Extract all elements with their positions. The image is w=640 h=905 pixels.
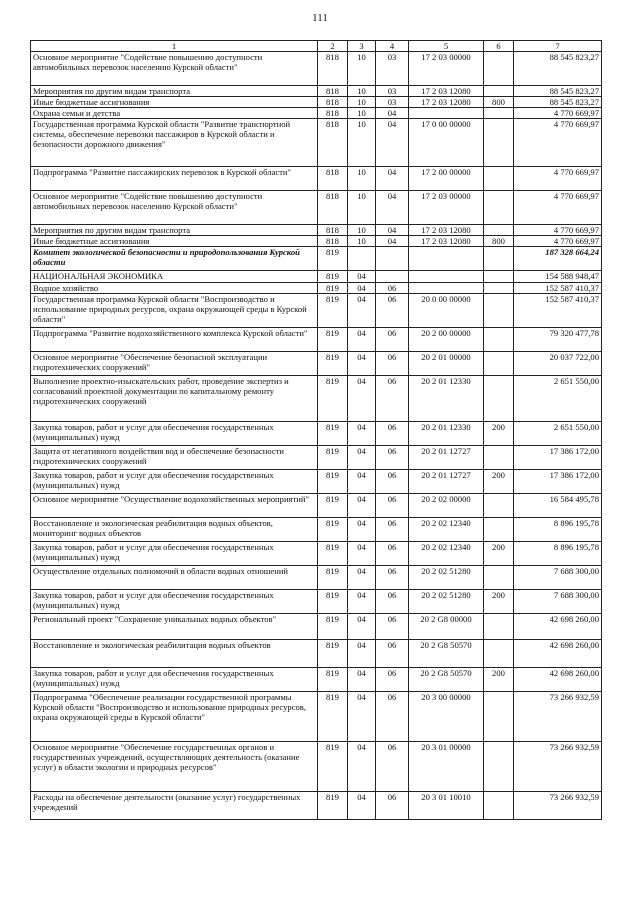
row-target-article-code: 20 2 02 12340 — [409, 518, 484, 542]
row-target-article-code: 20 2 01 12727 — [409, 470, 484, 494]
table-row — [31, 614, 602, 640]
row-expense-type-code — [484, 247, 514, 271]
row-expense-type-code — [484, 692, 514, 742]
row-subsection-code: 06 — [376, 566, 409, 590]
row-target-article-code: 20 2 02 00000 — [409, 494, 484, 518]
row-amount: 88 545 823,27 — [514, 52, 602, 86]
column-number-row — [31, 41, 602, 52]
row-section-code: 10 — [348, 191, 376, 225]
row-target-article-code: 20 2 G8 50570 — [409, 668, 484, 692]
table-row — [31, 167, 602, 191]
row-name: Подпрограмма "Развитие пассажирских перевозок в Курской области" — [31, 167, 318, 191]
row-target-article-code: 20 2 G8 00000 — [409, 614, 484, 640]
row-target-article-code: 20 2 02 51280 — [409, 590, 484, 614]
row-section-code: 04 — [348, 542, 376, 566]
row-amount: 73 266 932,59 — [514, 792, 602, 820]
row-name: Основное мероприятие "Содействие повышению доступности автомобильных перевозок населению Курской области" — [31, 52, 318, 86]
row-department-code: 819 — [318, 692, 348, 742]
row-expense-type-code — [484, 518, 514, 542]
row-amount: 4 770 669,97 — [514, 108, 602, 119]
row-subsection-code: 06 — [376, 446, 409, 470]
table-row — [31, 692, 602, 742]
table-row — [31, 86, 602, 97]
row-subsection-code: 06 — [376, 542, 409, 566]
row-section-code: 04 — [348, 518, 376, 542]
row-section-code: 10 — [348, 86, 376, 97]
row-subsection-code: 06 — [376, 294, 409, 328]
row-section-code: 04 — [348, 614, 376, 640]
row-department-code: 818 — [318, 52, 348, 86]
row-expense-type-code — [484, 446, 514, 470]
row-amount: 187 328 664,24 — [514, 247, 602, 271]
row-name: Региональный проект "Сохранение уникальных водных объектов" — [31, 614, 318, 640]
column-header: 5 — [409, 41, 484, 52]
row-target-article-code: 20 3 01 10010 — [409, 792, 484, 820]
row-name: Иные бюджетные ассигнования — [31, 236, 318, 247]
table-row — [31, 640, 602, 668]
row-subsection-code: 06 — [376, 283, 409, 294]
row-expense-type-code — [484, 108, 514, 119]
row-name: Подпрограмма "Обеспечение реализации государственной программы Курской области "Воспроизводство и использование природных ресурсов, охрана окружающей среды в Курской области" — [31, 692, 318, 742]
row-target-article-code: 20 2 02 12340 — [409, 542, 484, 566]
row-expense-type-code: 800 — [484, 97, 514, 108]
row-target-article-code: 17 0 00 00000 — [409, 119, 484, 167]
row-section-code: 04 — [348, 422, 376, 446]
row-department-code: 819 — [318, 590, 348, 614]
table-row — [31, 590, 602, 614]
row-expense-type-code: 200 — [484, 590, 514, 614]
row-section-code: 04 — [348, 640, 376, 668]
row-expense-type-code — [484, 376, 514, 422]
row-target-article-code: 17 2 03 12080 — [409, 97, 484, 108]
table-row — [31, 422, 602, 446]
row-subsection-code: 06 — [376, 518, 409, 542]
row-expense-type-code — [484, 566, 514, 590]
row-department-code: 819 — [318, 566, 348, 590]
row-amount: 88 545 823,27 — [514, 97, 602, 108]
row-target-article-code — [409, 247, 484, 271]
table-row — [31, 352, 602, 376]
row-expense-type-code: 800 — [484, 236, 514, 247]
row-department-code: 819 — [318, 352, 348, 376]
budget-table — [30, 40, 602, 820]
row-name: Закупка товаров, работ и услуг для обеспечения государственных (муниципальных) нужд — [31, 668, 318, 692]
row-subsection-code: 06 — [376, 376, 409, 422]
row-subsection-code: 06 — [376, 668, 409, 692]
row-amount: 4 770 669,97 — [514, 225, 602, 236]
table-row — [31, 52, 602, 86]
row-department-code: 819 — [318, 614, 348, 640]
table-row — [31, 294, 602, 328]
row-amount: 4 770 669,97 — [514, 119, 602, 167]
row-expense-type-code — [484, 167, 514, 191]
row-amount: 42 698 260,00 — [514, 640, 602, 668]
row-amount: 17 386 172,00 — [514, 470, 602, 494]
row-name: Закупка товаров, работ и услуг для обеспечения государственных (муниципальных) нужд — [31, 422, 318, 446]
row-name: Водное хозяйство — [31, 283, 318, 294]
column-header: 7 — [514, 41, 602, 52]
row-target-article-code: 20 2 01 12727 — [409, 446, 484, 470]
row-subsection-code: 06 — [376, 422, 409, 446]
column-header: 6 — [484, 41, 514, 52]
table-row — [31, 247, 602, 271]
row-department-code: 819 — [318, 668, 348, 692]
row-section-code: 04 — [348, 566, 376, 590]
row-department-code: 819 — [318, 247, 348, 271]
row-name: Закупка товаров, работ и услуг для обеспечения государственных (муниципальных) нужд — [31, 590, 318, 614]
row-target-article-code: 20 2 00 00000 — [409, 328, 484, 352]
row-expense-type-code — [484, 191, 514, 225]
page-number: 111 — [312, 12, 328, 24]
table-row — [31, 742, 602, 792]
row-department-code: 818 — [318, 119, 348, 167]
row-name: НАЦИОНАЛЬНАЯ ЭКОНОМИКА — [31, 271, 318, 283]
row-department-code: 819 — [318, 271, 348, 283]
row-expense-type-code — [484, 494, 514, 518]
row-amount: 73 266 932,59 — [514, 692, 602, 742]
row-subsection-code: 06 — [376, 352, 409, 376]
row-expense-type-code — [484, 283, 514, 294]
row-expense-type-code — [484, 86, 514, 97]
row-name: Выполнение проектно-изыскательских работ, проведение экспертиз и согласований проектной документации по капитальному ремонту гидротехнических сооружений — [31, 376, 318, 422]
row-target-article-code: 20 3 01 00000 — [409, 742, 484, 792]
row-department-code: 819 — [318, 470, 348, 494]
row-target-article-code: 20 2 G8 50570 — [409, 640, 484, 668]
row-name: Государственная программа Курской области "Воспроизводство и использование природных ресурсов, охрана окружающей среды в Курской области" — [31, 294, 318, 328]
row-subsection-code: 06 — [376, 640, 409, 668]
row-subsection-code: 03 — [376, 52, 409, 86]
row-expense-type-code: 200 — [484, 668, 514, 692]
row-section-code: 04 — [348, 494, 376, 518]
row-section-code: 10 — [348, 108, 376, 119]
table-row — [31, 191, 602, 225]
row-name: Комитет экологической безопасности и природопользования Курской области — [31, 247, 318, 271]
row-name: Мероприятия по другим видам транспорта — [31, 86, 318, 97]
row-expense-type-code — [484, 225, 514, 236]
row-amount: 8 896 195,78 — [514, 518, 602, 542]
row-section-code: 04 — [348, 668, 376, 692]
row-department-code: 818 — [318, 236, 348, 247]
column-header: 3 — [348, 41, 376, 52]
row-name: Охрана семьи и детства — [31, 108, 318, 119]
row-expense-type-code: 200 — [484, 542, 514, 566]
row-section-code: 10 — [348, 225, 376, 236]
row-section-code: 10 — [348, 52, 376, 86]
table-row — [31, 566, 602, 590]
row-target-article-code: 20 2 02 51280 — [409, 566, 484, 590]
table-row — [31, 446, 602, 470]
row-section-code: 04 — [348, 328, 376, 352]
row-target-article-code: 20 2 01 12330 — [409, 376, 484, 422]
row-subsection-code: 06 — [376, 742, 409, 792]
row-target-article-code: 20 3 00 00000 — [409, 692, 484, 742]
row-department-code: 819 — [318, 422, 348, 446]
row-subsection-code: 04 — [376, 119, 409, 167]
row-name: Восстановление и экологическая реабилитация водных объектов — [31, 640, 318, 668]
row-target-article-code: 17 2 00 00000 — [409, 167, 484, 191]
row-name: Государственная программа Курской области "Развитие транспортной системы, обеспечение перевозки пассажиров в Курской области и безопасности дорожного движения" — [31, 119, 318, 167]
row-department-code: 819 — [318, 328, 348, 352]
row-expense-type-code: 200 — [484, 470, 514, 494]
row-section-code — [348, 247, 376, 271]
row-department-code: 819 — [318, 376, 348, 422]
row-department-code: 819 — [318, 494, 348, 518]
row-amount: 88 545 823,27 — [514, 86, 602, 97]
table-row — [31, 494, 602, 518]
row-name: Осуществление отдельных полномочий в области водных отношений — [31, 566, 318, 590]
row-name: Основное мероприятие "Осуществление водохозяйственных мероприятий" — [31, 494, 318, 518]
row-section-code: 04 — [348, 446, 376, 470]
table-row — [31, 792, 602, 820]
row-section-code: 10 — [348, 119, 376, 167]
row-expense-type-code: 200 — [484, 422, 514, 446]
row-section-code: 04 — [348, 271, 376, 283]
row-name: Основное мероприятие "Содействие повышению доступности автомобильных перевозок населению Курской области" — [31, 191, 318, 225]
row-subsection-code: 04 — [376, 167, 409, 191]
row-expense-type-code — [484, 119, 514, 167]
row-department-code: 819 — [318, 542, 348, 566]
row-expense-type-code — [484, 614, 514, 640]
row-amount: 4 770 669,97 — [514, 191, 602, 225]
row-department-code: 818 — [318, 191, 348, 225]
row-target-article-code — [409, 283, 484, 294]
row-section-code: 04 — [348, 376, 376, 422]
row-amount: 17 386 172,00 — [514, 446, 602, 470]
row-department-code: 819 — [318, 518, 348, 542]
row-name: Подпрограмма "Развитие водохозяйственного комплекса Курской области" — [31, 328, 318, 352]
table-row — [31, 376, 602, 422]
row-department-code: 819 — [318, 294, 348, 328]
row-target-article-code — [409, 271, 484, 283]
row-target-article-code: 20 0 00 00000 — [409, 294, 484, 328]
column-header: 1 — [31, 41, 318, 52]
table-row — [31, 97, 602, 108]
row-amount: 7 688 300,00 — [514, 566, 602, 590]
row-target-article-code: 17 2 03 12080 — [409, 236, 484, 247]
row-section-code: 04 — [348, 283, 376, 294]
row-section-code: 10 — [348, 167, 376, 191]
row-expense-type-code — [484, 792, 514, 820]
row-amount: 8 896 195,78 — [514, 542, 602, 566]
row-department-code: 818 — [318, 86, 348, 97]
row-section-code: 04 — [348, 590, 376, 614]
row-expense-type-code — [484, 742, 514, 792]
row-expense-type-code — [484, 294, 514, 328]
row-department-code: 818 — [318, 167, 348, 191]
row-subsection-code: 04 — [376, 225, 409, 236]
row-section-code: 04 — [348, 692, 376, 742]
row-department-code: 819 — [318, 640, 348, 668]
row-amount: 4 770 669,97 — [514, 236, 602, 247]
row-amount: 152 587 410,37 — [514, 283, 602, 294]
row-name: Расходы на обеспечение деятельности (оказание услуг) государственных учреждений — [31, 792, 318, 820]
row-department-code: 818 — [318, 97, 348, 108]
table-row — [31, 328, 602, 352]
row-section-code: 04 — [348, 742, 376, 792]
row-target-article-code: 17 2 03 12080 — [409, 225, 484, 236]
row-amount: 42 698 260,00 — [514, 614, 602, 640]
row-section-code: 04 — [348, 294, 376, 328]
row-subsection-code: 06 — [376, 470, 409, 494]
row-target-article-code — [409, 108, 484, 119]
row-department-code: 818 — [318, 225, 348, 236]
row-subsection-code: 04 — [376, 191, 409, 225]
row-name: Восстановление и экологическая реабилитация водных объектов, мониторинг водных объектов — [31, 518, 318, 542]
row-subsection-code: 03 — [376, 97, 409, 108]
row-target-article-code: 17 2 03 00000 — [409, 52, 484, 86]
row-name: Закупка товаров, работ и услуг для обеспечения государственных (муниципальных) нужд — [31, 470, 318, 494]
row-name: Защита от негативного воздействия вод и обеспечение безопасности гидротехнических сооружений — [31, 446, 318, 470]
row-amount: 154 588 948,47 — [514, 271, 602, 283]
table-row — [31, 236, 602, 247]
row-amount: 4 770 669,97 — [514, 167, 602, 191]
row-target-article-code: 20 2 01 00000 — [409, 352, 484, 376]
row-name: Иные бюджетные ассигнования — [31, 97, 318, 108]
row-department-code: 819 — [318, 742, 348, 792]
row-section-code: 04 — [348, 470, 376, 494]
row-amount: 20 037 722,00 — [514, 352, 602, 376]
row-name: Мероприятия по другим видам транспорта — [31, 225, 318, 236]
table-row — [31, 283, 602, 294]
row-subsection-code: 06 — [376, 614, 409, 640]
row-section-code: 04 — [348, 792, 376, 820]
row-subsection-code: 04 — [376, 236, 409, 247]
row-target-article-code: 20 2 01 12330 — [409, 422, 484, 446]
table-row — [31, 668, 602, 692]
row-amount: 2 651 550,00 — [514, 422, 602, 446]
row-subsection-code: 03 — [376, 86, 409, 97]
table-row — [31, 470, 602, 494]
row-target-article-code: 17 2 03 12080 — [409, 86, 484, 97]
row-section-code: 10 — [348, 97, 376, 108]
row-expense-type-code — [484, 352, 514, 376]
table-row — [31, 108, 602, 119]
row-department-code: 819 — [318, 792, 348, 820]
table-row — [31, 225, 602, 236]
row-amount: 42 698 260,00 — [514, 668, 602, 692]
row-expense-type-code — [484, 271, 514, 283]
row-subsection-code: 06 — [376, 590, 409, 614]
row-amount: 152 587 410,37 — [514, 294, 602, 328]
row-department-code: 819 — [318, 283, 348, 294]
row-amount: 7 688 300,00 — [514, 590, 602, 614]
row-subsection-code: 06 — [376, 328, 409, 352]
table-body — [31, 52, 602, 820]
table-row — [31, 542, 602, 566]
row-name: Основное мероприятие "Обеспечение безопасной эксплуатации гидротехнических сооружений" — [31, 352, 318, 376]
row-expense-type-code — [484, 640, 514, 668]
table-row — [31, 518, 602, 542]
row-department-code: 818 — [318, 108, 348, 119]
row-amount: 2 651 550,00 — [514, 376, 602, 422]
table-row — [31, 119, 602, 167]
row-amount: 79 320 477,78 — [514, 328, 602, 352]
table-row — [31, 271, 602, 283]
row-subsection-code — [376, 247, 409, 271]
row-subsection-code — [376, 271, 409, 283]
row-expense-type-code — [484, 328, 514, 352]
row-amount: 16 584 495,78 — [514, 494, 602, 518]
row-subsection-code: 06 — [376, 692, 409, 742]
row-subsection-code: 06 — [376, 494, 409, 518]
row-section-code: 10 — [348, 236, 376, 247]
row-target-article-code: 17 2 03 00000 — [409, 191, 484, 225]
row-name: Основное мероприятие "Обеспечение государственных органов и государственных учреждений, осуществляющих деятельность (оказание услуг) в области экологии и природных ресурсов" — [31, 742, 318, 792]
row-subsection-code: 06 — [376, 792, 409, 820]
row-name: Закупка товаров, работ и услуг для обеспечения государственных (муниципальных) нужд — [31, 542, 318, 566]
column-header: 4 — [376, 41, 409, 52]
row-amount: 73 266 932,59 — [514, 742, 602, 792]
column-header: 2 — [318, 41, 348, 52]
row-section-code: 04 — [348, 352, 376, 376]
row-department-code: 819 — [318, 446, 348, 470]
row-expense-type-code — [484, 52, 514, 86]
row-subsection-code: 04 — [376, 108, 409, 119]
